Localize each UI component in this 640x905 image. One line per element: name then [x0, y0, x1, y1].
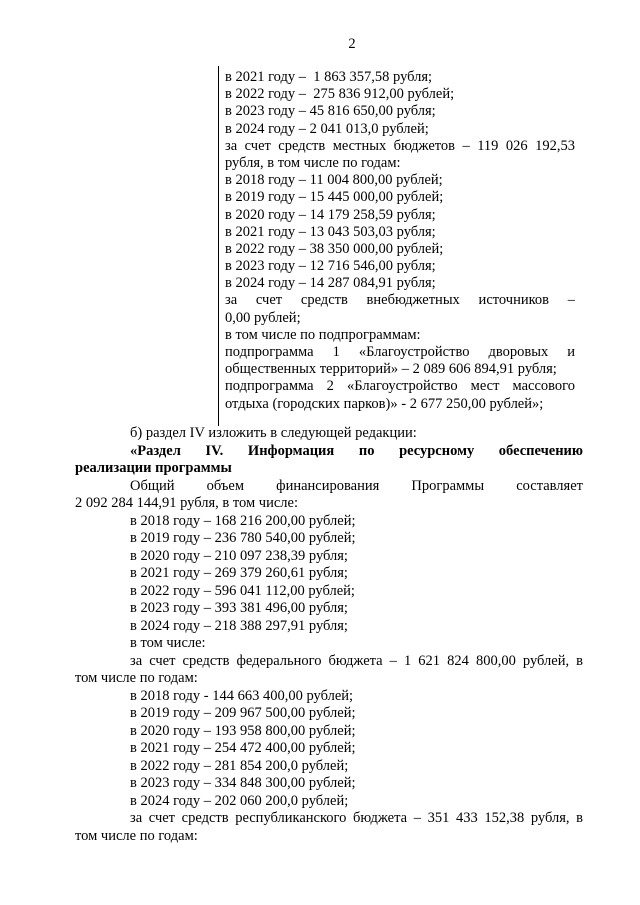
margin-rule — [218, 66, 219, 426]
funding-line: в 2022 году – 275 836 912,00 рублей; — [225, 86, 455, 103]
funding-line: в 2019 году – 15 445 000,00 рублей; — [225, 189, 444, 206]
amendment-instruction: б) раздел IV изложить в следующей редакции: — [130, 425, 417, 441]
funding-line: в 2021 году – 13 043 503,03 рубля; — [225, 223, 436, 240]
federal-year-line: в 2022 году – 281 854 200,0 рублей; — [130, 757, 349, 774]
federal-year-line: в 2021 году – 254 472 400,00 рублей; — [130, 740, 356, 756]
total-year-line: в 2019 году – 236 780 540,00 рублей; — [130, 530, 356, 546]
republic-budget-text-continued: том числе по годам: — [75, 827, 198, 844]
funding-continuation-block — [225, 69, 575, 413]
republic-budget-text: за счет средств республиканского бюджета – 351 433 152,38 рубля, в — [130, 810, 583, 826]
total-year-line: в 2022 году – 596 041 112,00 рублей; — [130, 582, 355, 599]
funding-line: в 2023 году – 45 816 650,00 рубля; — [225, 103, 436, 120]
total-funding-amount: 2 092 284 144,91 рубля, в том числе: — [75, 495, 298, 511]
section-iv-amendment — [75, 425, 583, 845]
including-label: в том числе: — [130, 635, 206, 651]
funding-line: общественных территорий» – 2 089 606 894,91 рубля; — [225, 361, 557, 378]
funding-line: подпрограмма 1 «Благоустройство дворовых и — [225, 344, 575, 360]
total-year-line: в 2024 году – 218 388 297,91 рубля; — [130, 617, 348, 634]
federal-budget-text-continued: том числе по годам: — [75, 670, 198, 686]
total-year-line: в 2018 году – 168 216 200,00 рублей; — [130, 512, 356, 529]
federal-year-line: в 2019 году – 209 967 500,00 рублей; — [130, 705, 356, 721]
federal-year-line: в 2023 году – 334 848 300,00 рублей; — [130, 775, 356, 791]
section-heading-continued: реализации программы — [75, 460, 232, 476]
funding-line: за счет средств внебюджетных источников – — [225, 292, 575, 309]
total-funding-text: Общий объем финансирования Программы составляет — [130, 477, 583, 494]
section-heading: «Раздел IV. Информация по ресурсному обеспечению — [130, 442, 583, 459]
funding-line: в 2020 году – 14 179 258,59 рубля; — [225, 206, 436, 223]
total-year-line: в 2020 году – 210 097 238,39 рубля; — [130, 547, 348, 564]
funding-line: в 2024 году – 2 041 013,0 рублей; — [225, 120, 429, 137]
funding-line: в 2024 году – 14 287 084,91 рубля; — [225, 275, 436, 292]
funding-line: за счет средств местных бюджетов – 119 026 192,53 — [225, 137, 575, 154]
federal-budget-text: за счет средств федерального бюджета – 1 621 824 800,00 рублей, в — [130, 652, 583, 669]
federal-year-line: в 2020 году – 193 958 800,00 рублей; — [130, 722, 356, 739]
funding-line: в 2021 году – 1 863 357,58 рубля; — [225, 69, 433, 85]
total-year-line: в 2023 году – 393 381 496,00 рубля; — [130, 600, 348, 616]
funding-line: в 2023 году – 12 716 546,00 рубля; — [225, 258, 436, 275]
federal-year-line: в 2024 году – 202 060 200,0 рублей; — [130, 792, 349, 809]
page-number: 2 — [348, 36, 356, 52]
funding-line: в том числе по подпрограммам: — [225, 326, 421, 343]
funding-line: в 2018 году – 11 004 800,00 рублей; — [225, 172, 443, 189]
funding-line: подпрограмма 2 «Благоустройство мест массового — [225, 378, 575, 395]
funding-line: рубля, в том числе по годам: — [225, 154, 401, 171]
total-year-line: в 2021 году – 269 379 260,61 рубля; — [130, 565, 348, 581]
funding-line: отдыха (городских парков)» - 2 677 250,00 рублей»; — [225, 395, 544, 412]
federal-year-line: в 2018 году - 144 663 400,00 рублей; — [130, 687, 354, 704]
funding-line: в 2022 году – 38 350 000,00 рублей; — [225, 240, 444, 257]
funding-line: 0,00 рублей; — [225, 309, 301, 326]
